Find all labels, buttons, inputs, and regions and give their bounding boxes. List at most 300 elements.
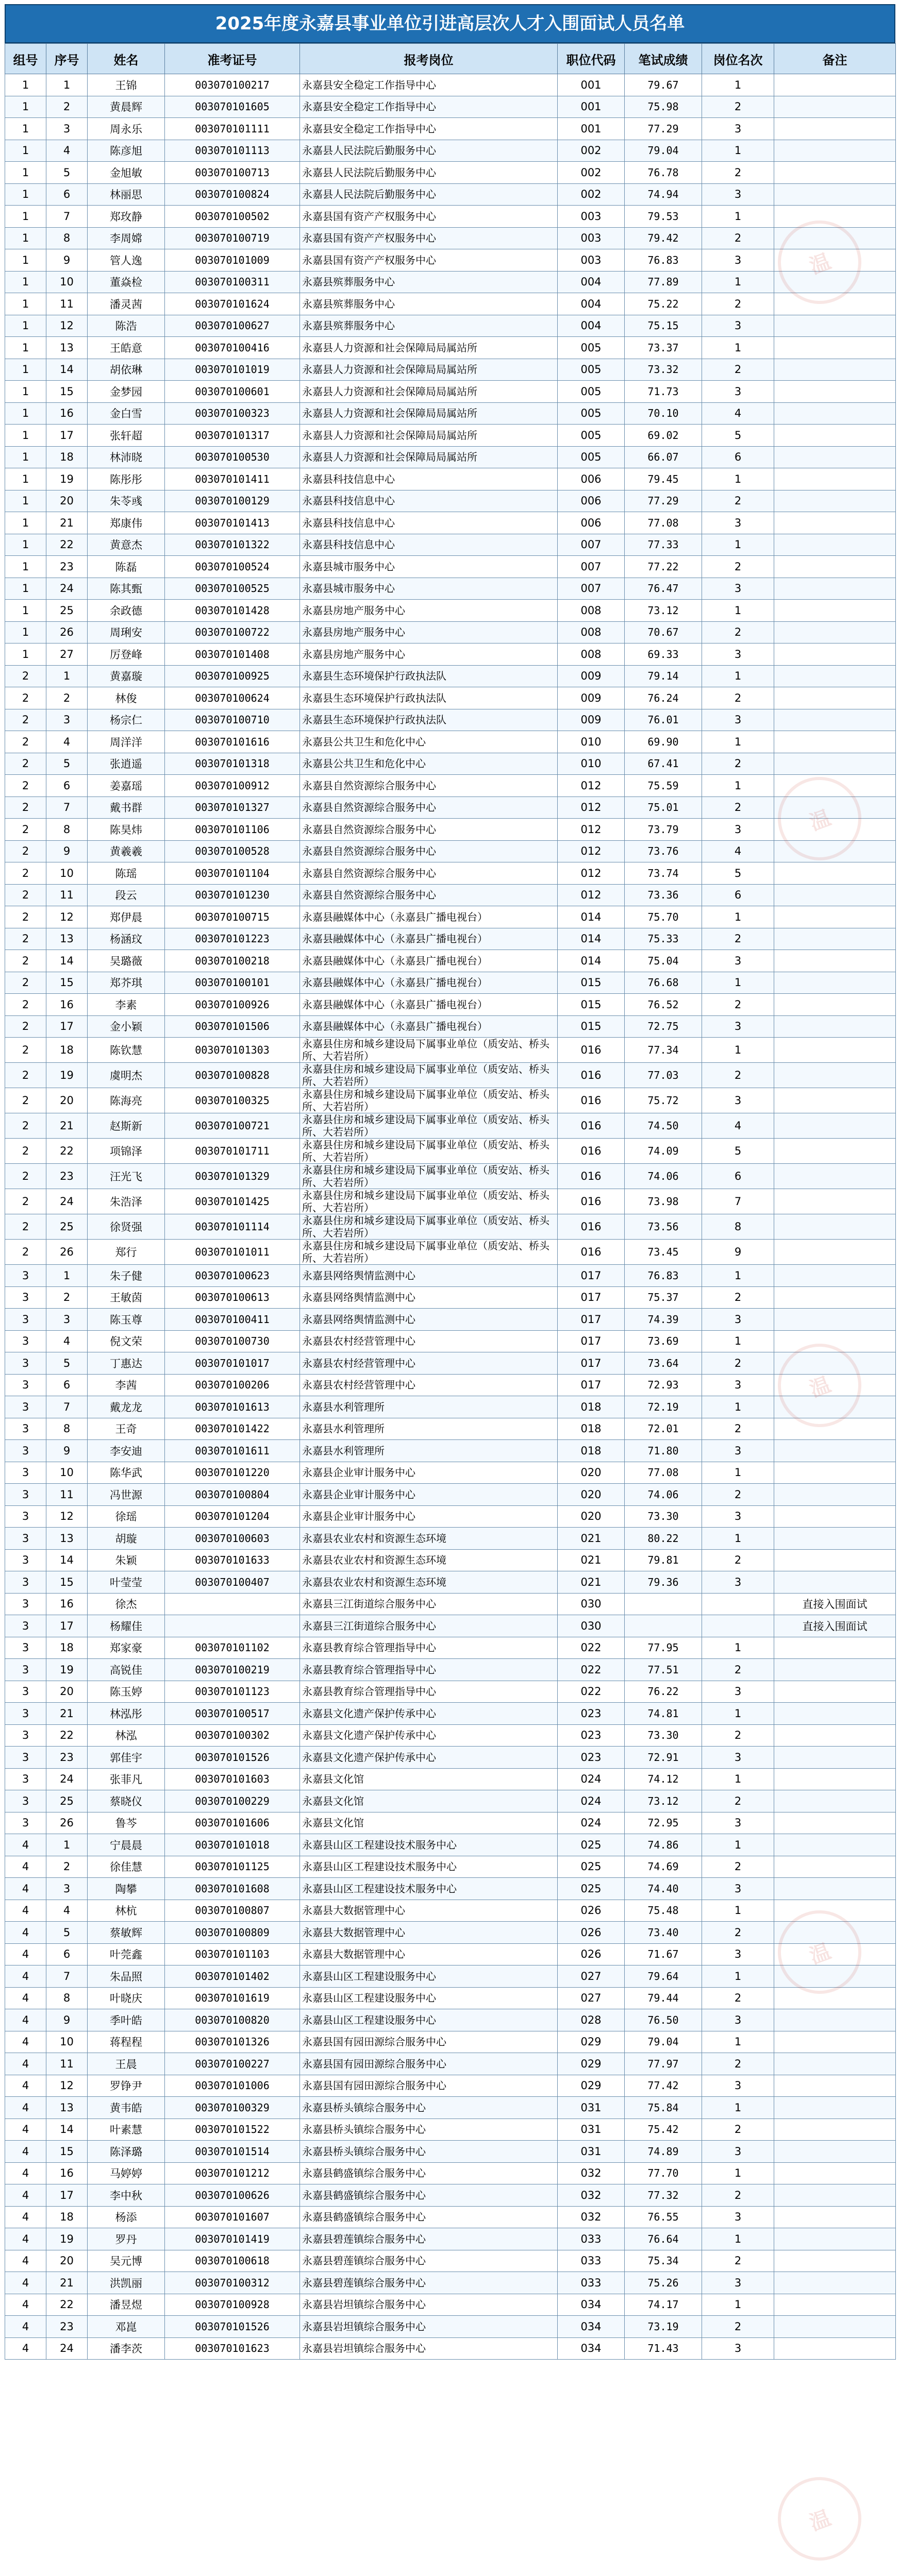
cell-ticket: 003070100218 [165, 950, 300, 972]
watermark-stamp: 温 [766, 209, 873, 316]
cell-code: 017 [558, 1330, 625, 1352]
table-row [5, 1063, 896, 1088]
cell-group: 4 [5, 2228, 46, 2250]
cell-code: 026 [558, 1943, 625, 1965]
cell-name: 汪光飞 [88, 1164, 165, 1189]
cell-position: 永嘉县殡葬服务中心 [300, 315, 558, 337]
cell-remark [774, 2337, 896, 2360]
cell-ticket: 003070101411 [165, 468, 300, 490]
cell-code: 018 [558, 1418, 625, 1440]
cell-position: 永嘉县生态环境保护行政执法队 [300, 665, 558, 687]
cell-rank: 1 [702, 1396, 774, 1418]
table-row [5, 840, 896, 862]
cell-name: 王皓意 [88, 337, 165, 359]
cell-group: 2 [5, 1240, 46, 1265]
cell-position: 永嘉县城市服务中心 [300, 578, 558, 600]
cell-position: 永嘉县殡葬服务中心 [300, 293, 558, 315]
cell-remark [774, 337, 896, 359]
cell-group: 1 [5, 600, 46, 622]
cell-remark [774, 2162, 896, 2184]
cell-position: 永嘉县文化馆 [300, 1790, 558, 1812]
cell-rank: 3 [702, 512, 774, 534]
cell-ticket: 003070100807 [165, 1900, 300, 1922]
cell-rank: 3 [702, 2141, 774, 2163]
cell-ticket: 003070101125 [165, 1856, 300, 1878]
cell-rank: 3 [702, 2009, 774, 2031]
cell-seq: 8 [46, 819, 88, 841]
cell-position: 永嘉县碧莲镇综合服务中心 [300, 2272, 558, 2294]
cell-score: 75.04 [625, 950, 702, 972]
cell-group: 1 [5, 381, 46, 403]
cell-name: 叶素慧 [88, 2119, 165, 2141]
table-header [5, 44, 896, 74]
cell-position: 永嘉县企业审计服务中心 [300, 1462, 558, 1484]
cell-score: 76.47 [625, 578, 702, 600]
cell-seq: 7 [46, 206, 88, 228]
cell-name: 叶莞鑫 [88, 1943, 165, 1965]
cell-position: 永嘉县文化遗产保护传承中心 [300, 1747, 558, 1769]
cell-code: 001 [558, 118, 625, 140]
cell-seq: 15 [46, 972, 88, 994]
cell-seq: 7 [46, 796, 88, 819]
cell-rank: 2 [702, 359, 774, 381]
cell-remark [774, 556, 896, 578]
col-code-header: 职位代码 [558, 44, 625, 74]
cell-rank: 1 [702, 534, 774, 556]
cell-seq: 10 [46, 862, 88, 885]
cell-score: 73.37 [625, 337, 702, 359]
cell-score: 75.33 [625, 928, 702, 950]
cell-name: 林泓彤 [88, 1703, 165, 1725]
cell-score: 74.89 [625, 2141, 702, 2163]
cell-group: 4 [5, 2162, 46, 2184]
cell-rank: 3 [702, 1812, 774, 1834]
watermark-stamp: 温 [766, 765, 873, 872]
cell-remark [774, 796, 896, 819]
cell-seq: 7 [46, 1965, 88, 1988]
cell-seq: 6 [46, 775, 88, 797]
cell-remark [774, 1965, 896, 1988]
cell-remark [774, 1505, 896, 1528]
cell-remark [774, 1943, 896, 1965]
cell-score: 74.09 [625, 1139, 702, 1164]
table-row [5, 1505, 896, 1528]
cell-ticket: 003070100206 [165, 1374, 300, 1396]
cell-name: 林沛晓 [88, 446, 165, 468]
cell-ticket: 003070101106 [165, 819, 300, 841]
cell-ticket: 003070100925 [165, 665, 300, 687]
cell-group: 2 [5, 1113, 46, 1139]
cell-rank: 3 [702, 118, 774, 140]
cell-rank: 2 [702, 994, 774, 1016]
cell-remark [774, 381, 896, 403]
cell-group: 1 [5, 293, 46, 315]
cell-rank: 2 [702, 928, 774, 950]
cell-group: 3 [5, 1528, 46, 1550]
cell-code: 030 [558, 1615, 625, 1637]
cell-remark [774, 928, 896, 950]
cell-remark [774, 1659, 896, 1681]
cell-position: 永嘉县文化遗产保护传承中心 [300, 1703, 558, 1725]
cell-name: 李素 [88, 994, 165, 1016]
cell-group: 4 [5, 2119, 46, 2141]
cell-rank: 1 [702, 1900, 774, 1922]
cell-code: 016 [558, 1189, 625, 1214]
cell-rank: 1 [702, 600, 774, 622]
cell-group: 2 [5, 840, 46, 862]
cell-name: 郑康伟 [88, 512, 165, 534]
cell-ticket: 003070101633 [165, 1549, 300, 1571]
table-row [5, 425, 896, 447]
cell-group: 2 [5, 1214, 46, 1240]
cell-score: 66.07 [625, 446, 702, 468]
cell-score: 75.15 [625, 315, 702, 337]
cell-seq: 23 [46, 1747, 88, 1769]
cell-ticket: 003070101526 [165, 1747, 300, 1769]
cell-position: 永嘉县殡葬服务中心 [300, 271, 558, 293]
cell-name: 陈玉尊 [88, 1309, 165, 1331]
cell-rank: 3 [702, 709, 774, 731]
cell-position: 永嘉县住房和城乡建设局下属事业单位（质安站、桥头所、大若岩所） [300, 1038, 558, 1063]
cell-score: 69.90 [625, 731, 702, 753]
cell-position: 永嘉县公共卫生和危化中心 [300, 753, 558, 775]
cell-score: 73.12 [625, 1790, 702, 1812]
cell-position: 永嘉县大数据管理中心 [300, 1943, 558, 1965]
table-row [5, 1189, 896, 1214]
cell-code: 004 [558, 271, 625, 293]
cell-rank: 1 [702, 665, 774, 687]
cell-name: 潘灵茜 [88, 293, 165, 315]
cell-rank: 5 [702, 425, 774, 447]
cell-score: 79.04 [625, 140, 702, 162]
cell-seq: 25 [46, 1790, 88, 1812]
cell-name: 金白雪 [88, 402, 165, 425]
cell-position: 永嘉县三江街道综合服务中心 [300, 1615, 558, 1637]
cell-score: 71.43 [625, 2337, 702, 2360]
cell-seq: 14 [46, 2119, 88, 2141]
table-row [5, 1352, 896, 1375]
cell-rank: 3 [702, 2337, 774, 2360]
cell-group: 3 [5, 1724, 46, 1747]
cell-score: 73.30 [625, 1724, 702, 1747]
cell-rank: 2 [702, 2250, 774, 2272]
cell-group: 2 [5, 1088, 46, 1113]
cell-score: 75.70 [625, 906, 702, 928]
cell-score: 72.19 [625, 1396, 702, 1418]
cell-rank: 1 [702, 2162, 774, 2184]
cell-name: 郑家豪 [88, 1637, 165, 1659]
cell-rank: 2 [702, 96, 774, 118]
cell-code: 023 [558, 1703, 625, 1725]
cell-position: 永嘉县国有园田源综合服务中心 [300, 2031, 558, 2053]
cell-rank: 5 [702, 1139, 774, 1164]
cell-score: 73.74 [625, 862, 702, 885]
cell-ticket: 003070101514 [165, 2141, 300, 2163]
table-row [5, 709, 896, 731]
cell-seq: 18 [46, 2206, 88, 2228]
cell-rank: 3 [702, 1571, 774, 1594]
table-row [5, 884, 896, 906]
cell-position: 永嘉县企业审计服务中心 [300, 1505, 558, 1528]
col-seq-header: 序号 [46, 44, 88, 74]
cell-rank: 2 [702, 1790, 774, 1812]
cell-position: 永嘉县桥头镇综合服务中心 [300, 2141, 558, 2163]
cell-position: 永嘉县安全稳定工作指导中心 [300, 118, 558, 140]
table-row [5, 1637, 896, 1659]
cell-code: 029 [558, 2053, 625, 2075]
cell-score: 74.06 [625, 1164, 702, 1189]
cell-position: 永嘉县教育综合管理指导中心 [300, 1681, 558, 1703]
cell-code: 016 [558, 1063, 625, 1088]
cell-ticket: 003070101327 [165, 796, 300, 819]
table-row [5, 1549, 896, 1571]
cell-group: 1 [5, 534, 46, 556]
cell-position: 永嘉县农村经营管理中心 [300, 1374, 558, 1396]
cell-code: 025 [558, 1856, 625, 1878]
col-rank-header: 岗位名次 [702, 44, 774, 74]
cell-code: 006 [558, 490, 625, 512]
cell-name: 陈彤彤 [88, 468, 165, 490]
cell-score: 73.12 [625, 600, 702, 622]
cell-remark [774, 1286, 896, 1309]
table-row [5, 1330, 896, 1352]
cell-code: 026 [558, 1900, 625, 1922]
cell-group: 3 [5, 1549, 46, 1571]
cell-remark [774, 1922, 896, 1944]
cell-ticket: 003070100502 [165, 206, 300, 228]
cell-code: 014 [558, 950, 625, 972]
cell-ticket: 003070100329 [165, 2097, 300, 2119]
cell-remark [774, 578, 896, 600]
cell-position: 永嘉县融媒体中心（永嘉县广播电视台） [300, 972, 558, 994]
cell-rank [702, 1615, 774, 1637]
cell-position: 永嘉县岩坦镇综合服务中心 [300, 2316, 558, 2338]
cell-name: 罗丹 [88, 2228, 165, 2250]
cell-rank: 1 [702, 1528, 774, 1550]
cell-rank: 2 [702, 1549, 774, 1571]
cell-group: 2 [5, 950, 46, 972]
cell-remark [774, 2206, 896, 2228]
cell-remark [774, 1528, 896, 1550]
cell-ticket: 003070101111 [165, 118, 300, 140]
cell-seq: 4 [46, 731, 88, 753]
cell-rank: 1 [702, 1462, 774, 1484]
cell-code: 005 [558, 381, 625, 403]
cell-code: 008 [558, 621, 625, 643]
table-row [5, 1113, 896, 1139]
cell-score: 74.69 [625, 1856, 702, 1878]
cell-seq: 18 [46, 446, 88, 468]
cell-remark [774, 972, 896, 994]
cell-position: 永嘉县水利管理所 [300, 1396, 558, 1418]
cell-code: 034 [558, 2294, 625, 2316]
cell-position: 永嘉县碧莲镇综合服务中心 [300, 2250, 558, 2272]
cell-seq: 4 [46, 140, 88, 162]
cell-name: 项锦泽 [88, 1139, 165, 1164]
cell-group: 1 [5, 556, 46, 578]
cell-ticket: 003070101317 [165, 425, 300, 447]
cell-code: 030 [558, 1593, 625, 1615]
cell-remark [774, 1189, 896, 1214]
cell-group: 3 [5, 1265, 46, 1287]
cell-group: 4 [5, 2206, 46, 2228]
cell-score: 75.84 [625, 2097, 702, 2119]
cell-group: 1 [5, 162, 46, 184]
table-row [5, 1164, 896, 1189]
table-row [5, 2119, 896, 2141]
cell-code: 005 [558, 359, 625, 381]
cell-remark [774, 2294, 896, 2316]
cell-seq: 19 [46, 1063, 88, 1088]
cell-ticket [165, 1615, 300, 1637]
table-row [5, 1462, 896, 1484]
cell-score: 79.36 [625, 1571, 702, 1594]
cell-seq: 2 [46, 687, 88, 709]
table-row [5, 512, 896, 534]
cell-position: 永嘉县山区工程建设技术服务中心 [300, 1834, 558, 1856]
cell-name: 林杭 [88, 1900, 165, 1922]
cell-group: 1 [5, 468, 46, 490]
cell-name: 林丽思 [88, 183, 165, 206]
cell-remark [774, 621, 896, 643]
table-row [5, 1571, 896, 1594]
table-row [5, 1593, 896, 1615]
cell-score: 74.39 [625, 1309, 702, 1331]
cell-remark [774, 906, 896, 928]
cell-ticket: 003070100323 [165, 402, 300, 425]
cell-seq: 19 [46, 2228, 88, 2250]
cell-rank: 3 [702, 2206, 774, 2228]
cell-position: 永嘉县岩坦镇综合服务中心 [300, 2294, 558, 2316]
cell-remark [774, 2075, 896, 2097]
cell-ticket: 003070101425 [165, 1189, 300, 1214]
cell-score: 73.56 [625, 1214, 702, 1240]
cell-name: 金小颖 [88, 1015, 165, 1038]
cell-rank: 2 [702, 227, 774, 249]
cell-remark [774, 1681, 896, 1703]
cell-name: 高锐佳 [88, 1659, 165, 1681]
cell-score: 74.12 [625, 1768, 702, 1790]
cell-position: 永嘉县科技信息中心 [300, 512, 558, 534]
cell-name: 潘李茨 [88, 2337, 165, 2360]
cell-ticket: 003070101102 [165, 1637, 300, 1659]
cell-seq: 12 [46, 2075, 88, 2097]
cell-code: 002 [558, 140, 625, 162]
cell-rank: 1 [702, 972, 774, 994]
cell-rank: 4 [702, 1113, 774, 1139]
cell-name: 杨耀佳 [88, 1615, 165, 1637]
candidate-table [5, 43, 896, 2360]
cell-position: 永嘉县住房和城乡建设局下属事业单位（质安站、桥头所、大若岩所） [300, 1240, 558, 1265]
cell-ticket: 003070100912 [165, 775, 300, 797]
cell-code: 008 [558, 643, 625, 666]
cell-remark [774, 1088, 896, 1113]
cell-ticket: 003070101607 [165, 2206, 300, 2228]
cell-code: 009 [558, 687, 625, 709]
cell-score: 76.68 [625, 972, 702, 994]
cell-remark [774, 446, 896, 468]
cell-code: 009 [558, 709, 625, 731]
cell-name: 黄嘉璇 [88, 665, 165, 687]
cell-score: 73.19 [625, 2316, 702, 2338]
cell-name: 胡依琳 [88, 359, 165, 381]
cell-score: 72.75 [625, 1015, 702, 1038]
cell-remark [774, 1374, 896, 1396]
cell-remark [774, 206, 896, 228]
cell-ticket: 003070100721 [165, 1113, 300, 1139]
cell-position: 永嘉县科技信息中心 [300, 534, 558, 556]
cell-ticket: 003070101114 [165, 1214, 300, 1240]
cell-ticket: 003070100229 [165, 1790, 300, 1812]
cell-position: 永嘉县安全稳定工作指导中心 [300, 96, 558, 118]
cell-rank: 4 [702, 840, 774, 862]
cell-score: 75.48 [625, 1900, 702, 1922]
table-row [5, 1396, 896, 1418]
cell-score: 77.03 [625, 1063, 702, 1088]
cell-remark [774, 118, 896, 140]
cell-remark [774, 2031, 896, 2053]
cell-score: 77.42 [625, 2075, 702, 2097]
cell-seq: 5 [46, 162, 88, 184]
cell-rank: 2 [702, 1286, 774, 1309]
cell-position: 永嘉县自然资源综合服务中心 [300, 819, 558, 841]
cell-score: 77.70 [625, 2162, 702, 2184]
cell-ticket: 003070101611 [165, 1440, 300, 1462]
table-row [5, 271, 896, 293]
cell-score: 76.01 [625, 709, 702, 731]
cell-score: 77.08 [625, 512, 702, 534]
cell-seq: 9 [46, 1440, 88, 1462]
cell-remark [774, 1549, 896, 1571]
cell-name: 宁晨晨 [88, 1834, 165, 1856]
cell-score: 76.78 [625, 162, 702, 184]
cell-score: 73.76 [625, 840, 702, 862]
cell-remark [774, 1834, 896, 1856]
table-row [5, 2337, 896, 2360]
cell-remark [774, 731, 896, 753]
cell-score: 76.55 [625, 2206, 702, 2228]
cell-rank: 1 [702, 1038, 774, 1063]
cell-ticket: 003070100603 [165, 1528, 300, 1550]
cell-code: 016 [558, 1164, 625, 1189]
cell-seq: 10 [46, 2031, 88, 2053]
cell-score: 76.64 [625, 2228, 702, 2250]
cell-position: 永嘉县融媒体中心（永嘉县广播电视台） [300, 906, 558, 928]
cell-rank: 1 [702, 1703, 774, 1725]
cell-remark [774, 402, 896, 425]
cell-ticket: 003070101318 [165, 753, 300, 775]
cell-code: 021 [558, 1549, 625, 1571]
cell-remark: 直接入围面试 [774, 1615, 896, 1637]
cell-ticket: 003070101616 [165, 731, 300, 753]
table-row [5, 162, 896, 184]
cell-name: 朱品照 [88, 1965, 165, 1988]
table-row [5, 665, 896, 687]
cell-name: 杨涵玟 [88, 928, 165, 950]
cell-score: 77.32 [625, 2184, 702, 2207]
cell-ticket: 003070100217 [165, 74, 300, 96]
cell-group: 2 [5, 753, 46, 775]
cell-name: 林俊 [88, 687, 165, 709]
cell-seq: 20 [46, 1088, 88, 1113]
cell-name: 陈彦旭 [88, 140, 165, 162]
cell-name: 张菲凡 [88, 1768, 165, 1790]
cell-rank: 3 [702, 578, 774, 600]
cell-code: 017 [558, 1374, 625, 1396]
cell-ticket [165, 1593, 300, 1615]
cell-position: 永嘉县农村经营管理中心 [300, 1352, 558, 1375]
cell-remark [774, 1309, 896, 1331]
